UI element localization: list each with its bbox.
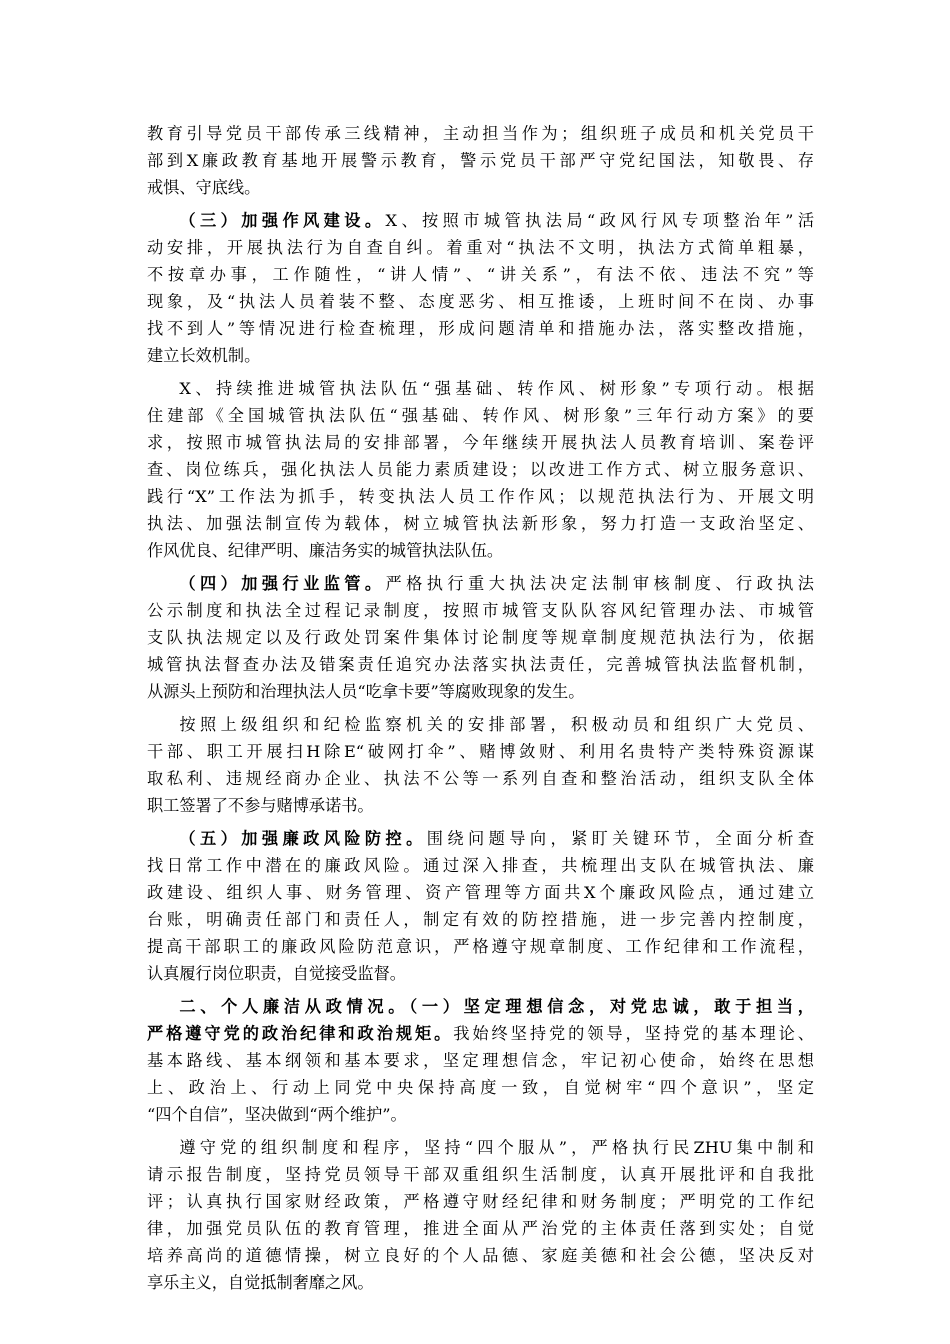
text-line: 执法、加强法制宣传为载体，树立城管执法新形象，努力打造一支政治坚定、 — [147, 514, 814, 533]
text-line — [147, 993, 814, 1020]
text-line: 践行“X”工作法为抓手，转变执法人员工作作风；以规范执法行为、开展文明 — [147, 487, 814, 506]
text-line: 上、政治上、行动上同党中央保持高度一致，自觉树牢“四个意识”，坚定 — [147, 1078, 814, 1097]
section-heading: 严格遵守党的政治纪律和政治规矩。 — [147, 1024, 454, 1043]
text-line: 基本路线、基本纲领和基本要求，坚定理想信念，牢记初心使命，始终在思想 — [147, 1051, 814, 1070]
section-heading: （四）加强行业监管。 — [179, 574, 386, 593]
text-line: 按照上级组织和纪检监察机关的安排部署，积极动员和组织广大党员、 — [179, 715, 814, 734]
text-segment: X、按照市城管执法局“政风行风专项整治年”活 — [385, 211, 815, 230]
text-line — [147, 1020, 814, 1047]
text-line: 作风优良、纪律严明、廉洁务实的城管执法队伍。 — [147, 541, 504, 560]
text-line: 公示制度和执法全过程记录制度，按照市城管支队队容风纪管理办法、市城管 — [147, 601, 814, 620]
text-line: 动安排，开展执法行为自查自纠。着重对“执法不文明，执法方式简单粗暴， — [147, 238, 814, 257]
paragraph-6 — [147, 825, 814, 987]
text-line: 戒惧、守底线。 — [147, 178, 261, 197]
text-line: 找不到人”等情况进行检查梳理，形成问题清单和措施办法，落实整改措施， — [147, 319, 814, 338]
text-segment: 我始终坚持党的领导，坚持党的基本理论、 — [453, 1024, 814, 1043]
section-heading: （三）加强作风建设。 — [179, 211, 386, 230]
paragraph-7 — [147, 993, 814, 1128]
text-line: 找日常工作中潜在的廉政风险。通过深入排查，共梳理出支队在城管执法、廉 — [147, 856, 814, 875]
text-line: 现象，及“执法人员着装不整、态度恶劣、相互推诿，上班时间不在岗、办事 — [147, 292, 814, 311]
text-segment: 严格执行重大执法决定法制审核制度、行政执法 — [385, 574, 814, 593]
text-line: 职工签署了不参与赌博承诺书。 — [147, 796, 374, 815]
paragraph-8 — [147, 1134, 814, 1296]
text-line: 取私利、违规经商办企业、执法不公等一系列自查和整治活动，组织支队全体 — [147, 769, 814, 788]
paragraph-4 — [147, 570, 814, 705]
text-line: 请示报告制度，坚持党员领导干部双重组织生活制度，认真开展批评和自我批 — [147, 1165, 814, 1184]
text-line: 干部、职工开展扫H除E“破网打伞”、赌博敛财、利用名贵特产类特殊资源谋 — [147, 742, 814, 761]
text-line: 教育引导党员干部传承三线精神，主动担当作为；组织班子成员和机关党员干 — [147, 124, 814, 143]
paragraph-5 — [147, 711, 814, 819]
text-line — [147, 570, 814, 597]
text-line: 住建部《全国城管执法队伍“强基础、转作风、树形象”三年行动方案》的要 — [147, 406, 814, 425]
text-line: 台账，明确责任部门和责任人，制定有效的防控措施，进一步完善内控制度， — [147, 910, 814, 929]
text-line: 查、岗位练兵，强化执法人员能力素质建设；以改进工作方式、树立服务意识、 — [147, 460, 814, 479]
paragraph-3 — [147, 375, 814, 564]
text-line: 求，按照市城管执法局的安排部署，今年继续开展执法人员教育培训、案卷评 — [147, 433, 814, 452]
text-line: 建立长效机制。 — [147, 346, 261, 365]
text-line: 城管执法督查办法及错案责任追究办法落实执法责任，完善城管执法监督机制， — [147, 655, 814, 674]
text-line: 支队执法规定以及行政处罚案件集体讨论制度等规章制度规范执法行为，依据 — [147, 628, 814, 647]
document-page — [147, 120, 814, 1302]
text-line: 政建设、组织人事、财务管理、资产管理等方面共X个廉政风险点，通过建立 — [147, 883, 814, 902]
text-line: 培养高尚的道德情操，树立良好的个人品德、家庭美德和社会公德，坚决反对 — [147, 1246, 814, 1265]
text-segment: 围绕问题导向，紧盯关键环节，全面分析查 — [426, 829, 815, 848]
text-line: 评；认真执行国家财经政策，严格遵守财经纪律和财务制度；严明党的工作纪 — [147, 1192, 814, 1211]
text-line: “四个自信”，坚决做到“两个维护”。 — [147, 1105, 407, 1124]
paragraph-1 — [147, 120, 814, 201]
text-line — [147, 825, 814, 852]
text-line: 部到X廉政教育基地开展警示教育，警示党员干部严守党纪国法，知敬畏、存 — [147, 151, 814, 170]
text-line — [147, 207, 814, 234]
text-line: 认真履行岗位职责，自觉接受监督。 — [147, 964, 406, 983]
text-line: 律，加强党员队伍的教育管理，推进全面从严治党的主体责任落到实处；自觉 — [147, 1219, 814, 1238]
text-line: 遵守党的组织制度和程序，坚持“四个服从”，严格执行民ZHU集中制和 — [179, 1138, 814, 1157]
section-heading: （五）加强廉政风险防控。 — [179, 829, 427, 848]
text-line: 不按章办事，工作随性，“讲人情”、“讲关系”，有法不依、违法不究”等 — [147, 265, 814, 284]
text-line: 从源头上预防和治理执法人员“吃拿卡要”等腐败现象的发生。 — [147, 682, 585, 701]
paragraph-2 — [147, 207, 814, 369]
text-line: 享乐主义，自觉抵制奢靡之风。 — [147, 1273, 374, 1292]
text-line: X、持续推进城管执法队伍“强基础、转作风、树形象”专项行动。根据 — [179, 379, 814, 398]
section-heading: 二、个人廉洁从政情况。（一）坚定理想信念，对党忠诚，敢于担当， — [179, 997, 814, 1016]
text-line: 提高干部职工的廉政风险防范意识，严格遵守规章制度、工作纪律和工作流程， — [147, 937, 814, 956]
